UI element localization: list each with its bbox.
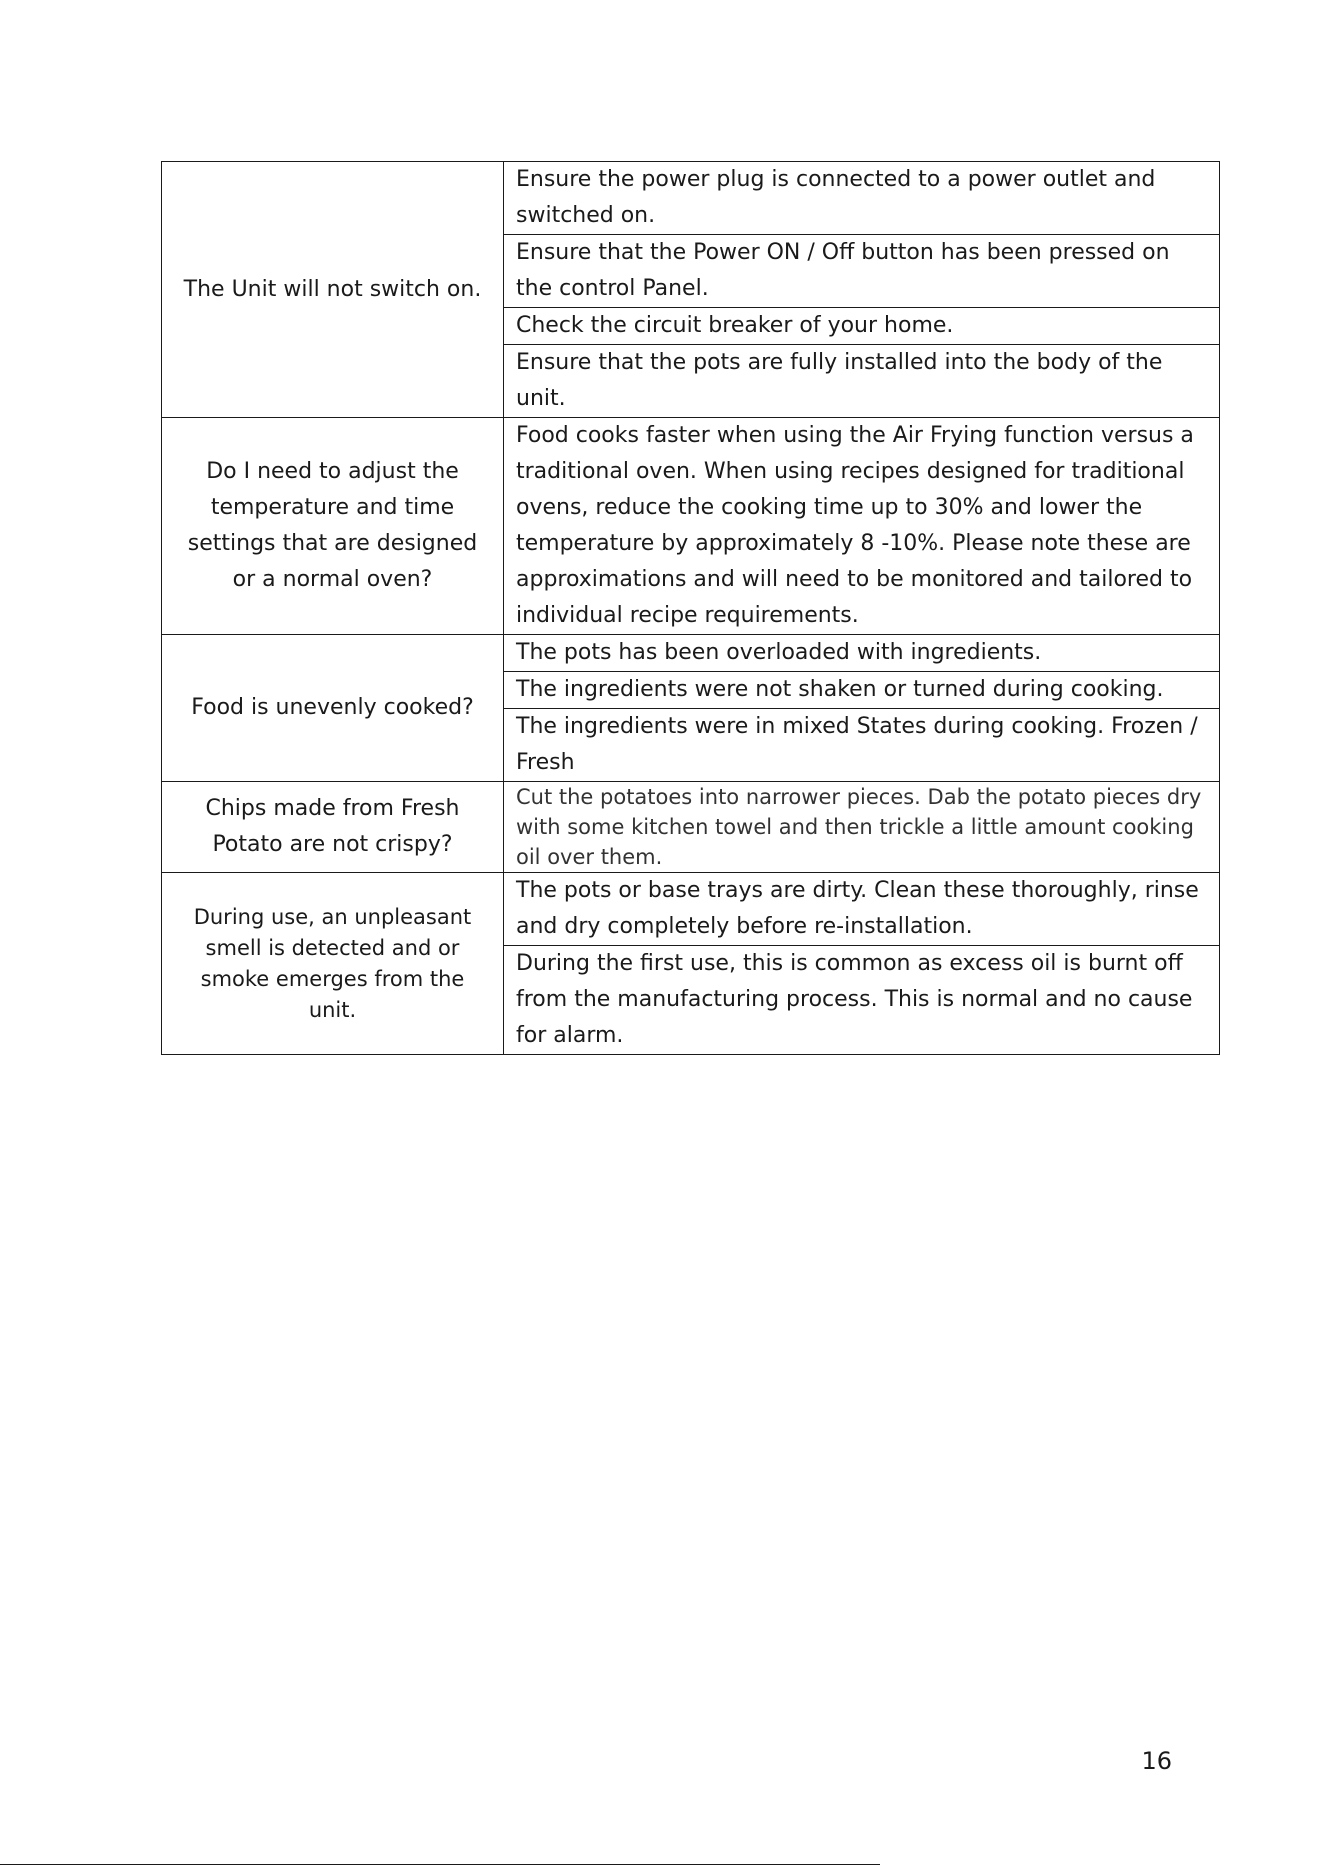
answer-text: Food cooks faster when using the Air Frying function versus a traditional oven. When using recipes designed for traditional ovens, reduce the cooking time up to 30% and lower the temperature by approximately 8 -10%. Please note these are approximations and will need to be monitored and tailored to individual recipe requirements.: [516, 423, 1194, 628]
page-number: 16: [1141, 1747, 1172, 1775]
answer-text: The ingredients were in mixed States during cooking. Frozen / Fresh: [516, 714, 1198, 775]
question-cell: [162, 162, 504, 418]
answer-text: The ingredients were not shaken or turned during cooking.: [516, 677, 1164, 702]
troubleshooting-table: [161, 161, 1220, 1055]
question-cell: [162, 418, 504, 635]
question-text: During use, an unpleasant smell is detected and or smoke emerges from the unit.: [193, 904, 472, 1022]
answer-cell: [504, 635, 1220, 672]
answer-cell: [504, 162, 1220, 235]
answer-text: Check the circuit breaker of your home.: [516, 313, 954, 338]
table-row: [162, 162, 1220, 235]
answer-cell: [504, 873, 1220, 946]
answer-cell: [504, 946, 1220, 1055]
question-cell: [162, 873, 504, 1055]
question-cell: [162, 635, 504, 782]
answer-cell: [504, 308, 1220, 345]
answer-cell: [504, 672, 1220, 709]
question-text: The Unit will not switch on.: [183, 276, 482, 302]
table-row: [162, 782, 1220, 873]
answer-text: The pots or base trays are dirty. Clean these thoroughly, rinse and dry completely before re-installation.: [516, 878, 1199, 939]
answer-cell: [504, 235, 1220, 308]
answer-cell: [504, 782, 1220, 873]
answer-cell: [504, 345, 1220, 418]
answer-text: Ensure the power plug is connected to a power outlet and switched on.: [516, 167, 1156, 228]
answer-text: Cut the potatoes into narrower pieces. Dab the potato pieces dry with some kitchen towel and then trickle a little amount cooking oil over them.: [516, 785, 1202, 869]
answer-text: Ensure that the Power ON / Off button has been pressed on the control Panel.: [516, 240, 1170, 301]
answer-text: The pots has been overloaded with ingredients.: [516, 640, 1042, 665]
question-text: Do I need to adjust the temperature and time settings that are designed or a normal oven?: [187, 459, 478, 592]
question-text: Chips made from Fresh Potato are not crispy?: [205, 796, 460, 857]
question-cell: [162, 782, 504, 873]
table-row: [162, 635, 1220, 672]
table-row: [162, 418, 1220, 635]
answer-cell: [504, 709, 1220, 782]
answer-text: Ensure that the pots are fully installed into the body of the unit.: [516, 350, 1163, 411]
answer-cell: [504, 418, 1220, 635]
table-row: [162, 873, 1220, 946]
bottom-divider: [0, 1864, 880, 1865]
answer-text: During the first use, this is common as excess oil is burnt off from the manufacturing process. This is normal and no cause for alarm.: [516, 951, 1193, 1048]
question-text: Food is unevenly cooked?: [191, 695, 474, 720]
